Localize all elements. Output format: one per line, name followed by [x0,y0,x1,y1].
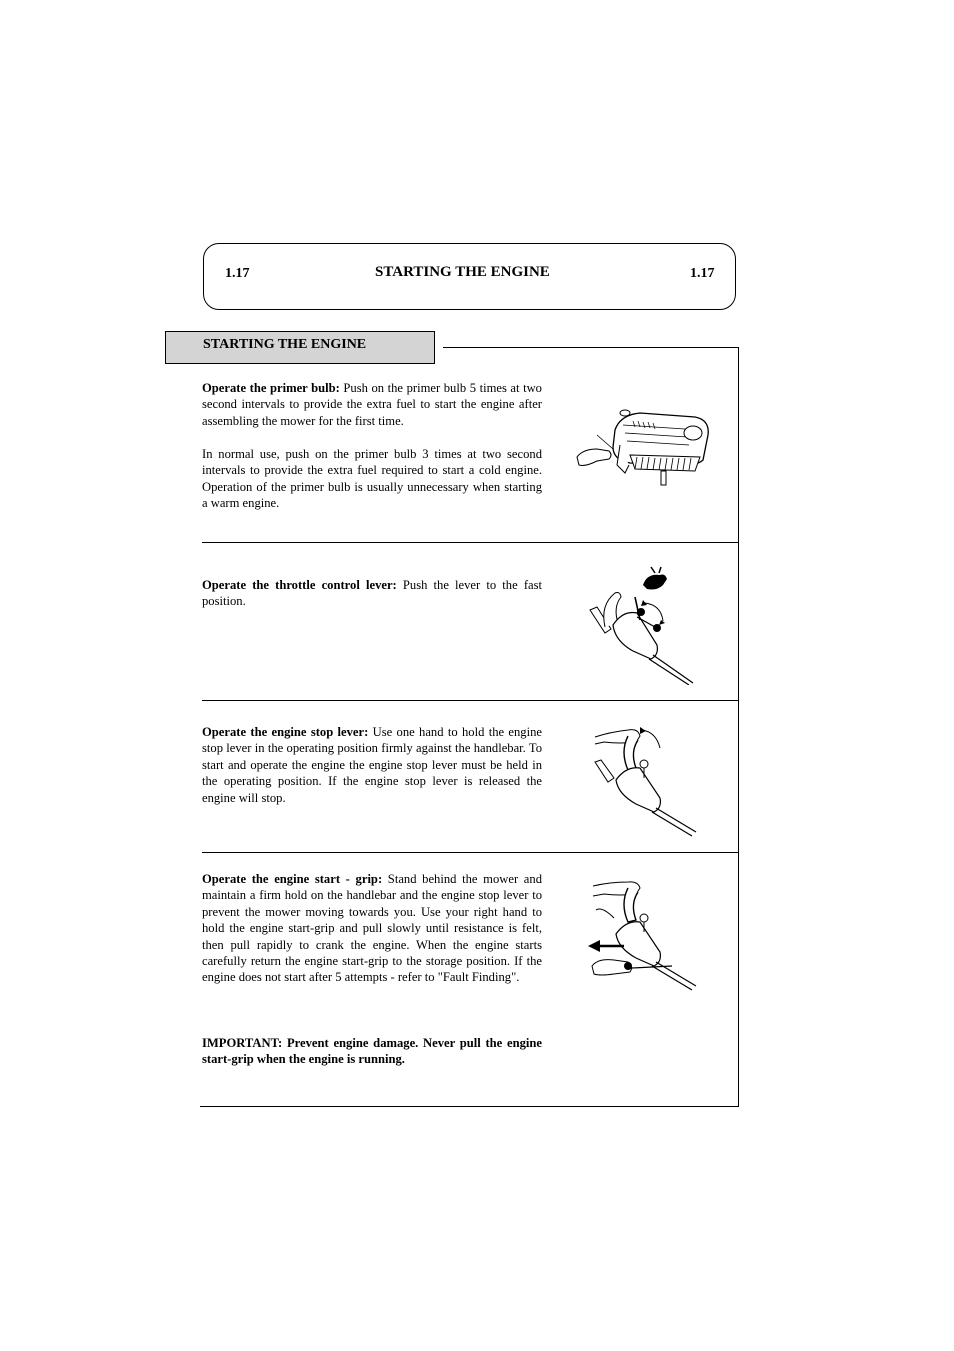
step-start-grip-body: Stand behind the mower and maintain a firm hold on the handlebar and the engine stop lever to prevent the mower moving towards you. Use your right hand to hold the engine start-grip and pull slowly until resistance is felt, then pull rapidly to crank the engine. When the engine starts carefully return the engine start-grip to the storage position. If the engine does not start after 5 attempts - refer to "Fault Finding". [202,872,542,985]
engine-primer-icon [575,405,715,495]
divider-3 [202,852,738,853]
section-number-left: 1.17 [225,266,250,281]
step-primer-lead: Operate the primer bulb: [202,381,340,395]
divider-1 [202,542,738,543]
step-stop-lever-text [202,724,542,806]
frame-bottom-rule [200,1106,738,1107]
important-note: IMPORTANT: Prevent engine damage. Never pull the engine start-grip when the engine is running. [202,1036,542,1067]
step-primer-text [202,380,542,429]
step-start-grip-text [202,871,542,986]
stop-lever-icon [590,722,705,837]
page-title: STARTING THE ENGINE [375,264,550,280]
frame-right-rule [738,347,739,1107]
section-tab-label: STARTING THE ENGINE [203,337,367,352]
step-throttle-body: Push the lever to the fast position. [202,578,543,609]
step-start-grip-lead: Operate the engine start - grip: [202,872,383,886]
step-stop-lever-body: Use one hand to hold the engine stop lever in the operating position firmly against the handlebar. To start and operate the engine the engine stop lever must be held in the operating position. If the engine stop lever is released the engine will stop. [202,725,542,805]
start-grip-icon [588,878,703,993]
step-throttle-text [202,577,542,610]
step-primer-extra: In normal use, push on the primer bulb 3 times at two second intervals to provide the extra fuel required to start a cold engine. Operation of the primer bulb is usually unnecessary when starting a warm engine. [202,447,542,511]
divider-2 [202,700,738,701]
frame-top-rule [443,347,738,348]
throttle-lever-icon [585,565,700,685]
step-primer-body: Push on the primer bulb 5 times at two second intervals to provide the extra fuel to start the engine after assembling the mower for the first time. [202,381,542,428]
step-throttle-lead: Operate the throttle control lever: [202,578,397,592]
step-stop-lever-lead: Operate the engine stop lever: [202,725,369,739]
section-number-right: 1.17 [690,266,715,281]
